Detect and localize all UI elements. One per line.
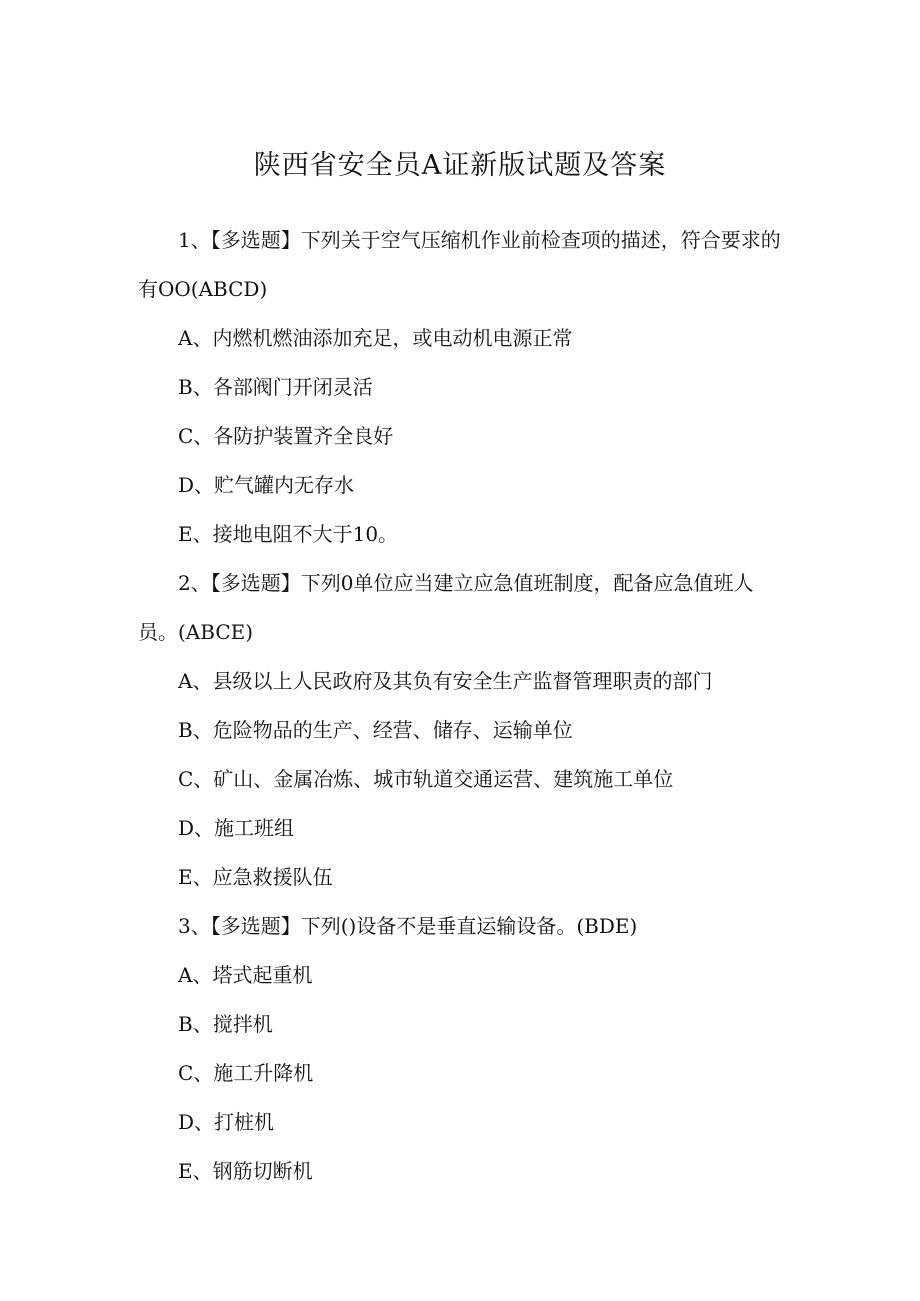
- question-option: B、搅拌机: [178, 1012, 273, 1036]
- question-option: A、塔式起重机: [178, 963, 313, 987]
- question-option: E、接地电阻不大于10。: [178, 522, 399, 546]
- question-block: [138, 902, 788, 1196]
- question-option: D、施工班组: [178, 816, 295, 840]
- question-option: B、各部阀门开闭灵活: [178, 375, 373, 399]
- question-text: 1、【多选题】下列关于空气压缩机作业前检查项的描述，符合要求的有OO(ABCD): [138, 228, 781, 301]
- question-option: C、各防护装置齐全良好: [178, 424, 394, 448]
- question-option: D、打桩机: [178, 1110, 275, 1134]
- question-option: D、贮气罐内无存水: [178, 473, 355, 497]
- question-text: 3、【多选题】下列()设备不是垂直运输设备。(BDE): [178, 914, 638, 938]
- question-option: E、钢筋切断机: [178, 1159, 313, 1183]
- question-option: B、危险物品的生产、经营、储存、运输单位: [178, 718, 573, 742]
- question-option: A、内燃机燃油添加充足，或电动机电源正常: [178, 326, 573, 350]
- question-option: E、应急救援队伍: [178, 865, 333, 889]
- question-option: A、县级以上人民政府及其负有安全生产监督管理职责的部门: [178, 669, 713, 693]
- question-list: [138, 216, 788, 1196]
- question-block: [138, 216, 788, 559]
- document-title: 陕西省安全员A证新版试题及答案: [253, 150, 667, 181]
- question-option: C、矿山、金属冶炼、城市轨道交通运营、建筑施工单位: [178, 767, 674, 791]
- question-option: C、施工升降机: [178, 1061, 314, 1085]
- question-block: [138, 559, 788, 902]
- question-text: 2、【多选题】下列0单位应当建立应急值班制度，配备应急值班人员。(ABCE): [138, 571, 754, 644]
